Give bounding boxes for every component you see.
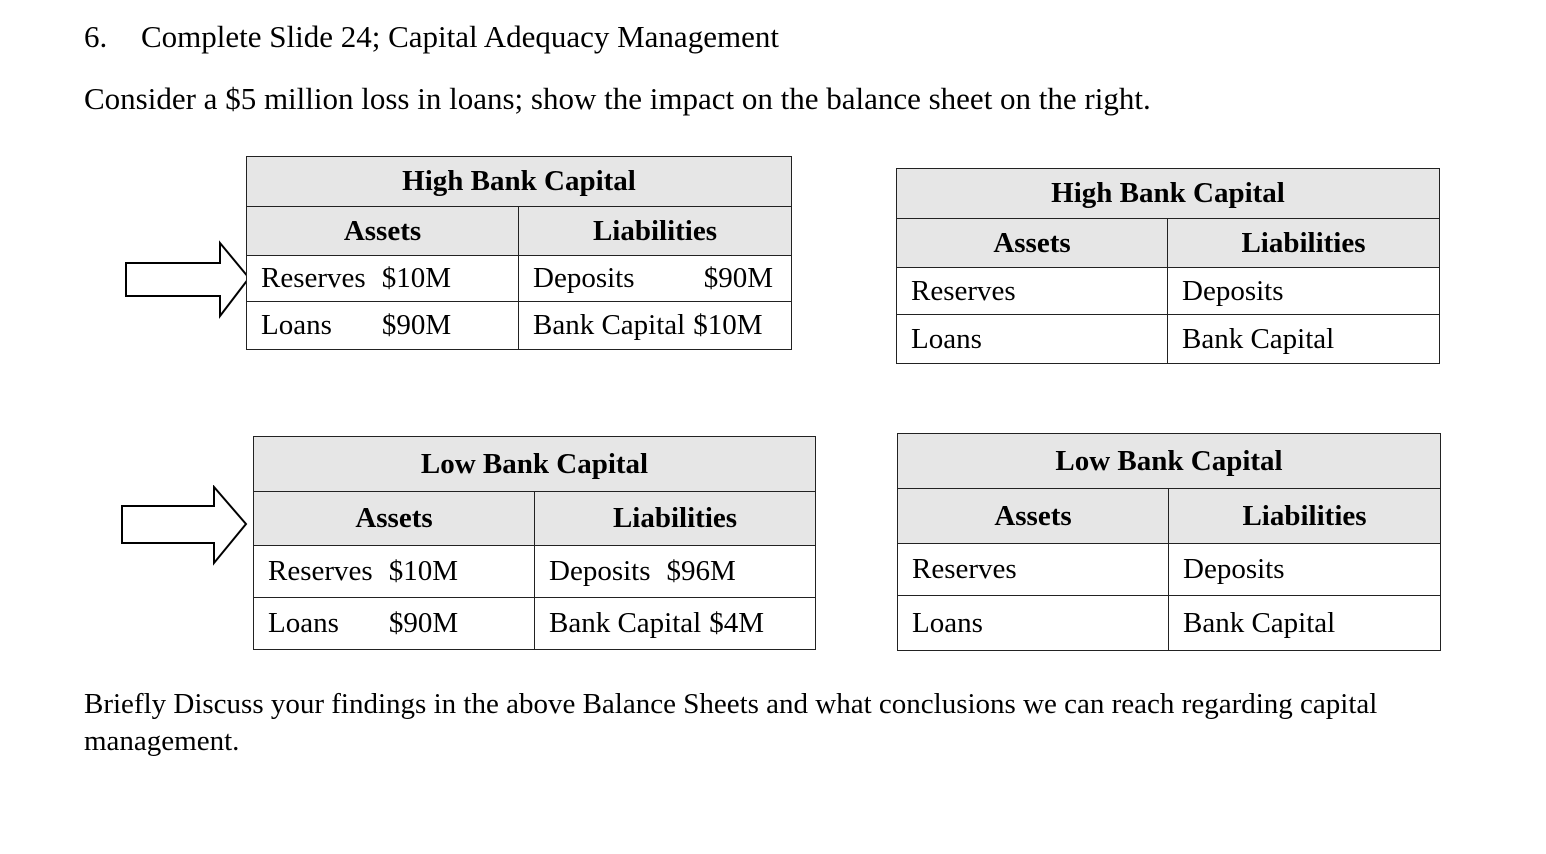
left-low-capital-table (253, 436, 816, 650)
table-title: High Bank Capital (247, 157, 792, 207)
asset-cell-reserves: Reserves (897, 268, 1168, 315)
liability-cell-deposits: Deposits (1169, 544, 1441, 596)
liabilities-header: Liabilities (519, 207, 792, 256)
asset-value: $90M (381, 309, 452, 341)
right-arrow-icon (124, 240, 252, 320)
discussion-prompt: Briefly Discuss your findings in the above Balance Sheets and what conclusions we can reach regarding capital management. (84, 688, 1378, 757)
asset-cell-reserves: Reserves (898, 544, 1169, 596)
liabilities-header: Liabilities (1169, 489, 1441, 544)
right-high-capital-table (896, 168, 1440, 364)
liability-label: Bank Capital (533, 309, 686, 341)
asset-cell-loans: Loans (897, 315, 1168, 364)
asset-cell-loans (254, 598, 535, 650)
liability-label: Deposits (549, 555, 651, 587)
right-low-capital-table (897, 433, 1441, 651)
liability-label: Bank Capital (549, 607, 702, 639)
liabilities-header: Liabilities (1168, 219, 1440, 268)
liability-value: $4M (709, 607, 765, 639)
question-number: 6. (84, 19, 108, 54)
asset-value: $90M (388, 607, 459, 639)
question-title: Complete Slide 24; Capital Adequacy Management (141, 19, 779, 54)
assets-header: Assets (897, 219, 1168, 268)
asset-cell-loans: Loans (898, 596, 1169, 651)
liability-cell-deposits: Deposits (1168, 268, 1440, 315)
asset-value: $10M (388, 555, 458, 587)
asset-label: Reserves (261, 262, 366, 294)
table-title: Low Bank Capital (898, 434, 1441, 489)
question-instruction: Consider a $5 million loss in loans; show the impact on the balance sheet on the right. (84, 81, 1151, 116)
asset-label: Reserves (268, 555, 373, 587)
liability-value: $90M (703, 262, 773, 294)
liability-value: $96M (666, 555, 736, 587)
liability-cell-bank-capital (519, 302, 792, 350)
liability-cell-deposits (535, 546, 816, 598)
right-arrow-icon (120, 485, 252, 567)
liabilities-header: Liabilities (535, 492, 816, 546)
asset-cell-reserves (247, 256, 519, 302)
table-title: Low Bank Capital (254, 437, 816, 492)
left-high-capital-table (246, 156, 792, 350)
asset-label: Loans (268, 607, 339, 639)
liability-value: $10M (693, 309, 763, 341)
assets-header: Assets (254, 492, 535, 546)
liability-label: Deposits (533, 262, 635, 294)
asset-label: Loans (261, 309, 332, 341)
assets-header: Assets (247, 207, 519, 256)
liability-cell-deposits (519, 256, 792, 302)
assets-header: Assets (898, 489, 1169, 544)
question-heading (84, 18, 779, 56)
liability-cell-bank-capital (535, 598, 816, 650)
asset-cell-reserves (254, 546, 535, 598)
asset-value: $10M (381, 262, 451, 294)
liability-cell-bank-capital: Bank Capital (1169, 596, 1441, 651)
table-title: High Bank Capital (897, 169, 1440, 219)
asset-cell-loans (247, 302, 519, 350)
liability-cell-bank-capital: Bank Capital (1168, 315, 1440, 364)
